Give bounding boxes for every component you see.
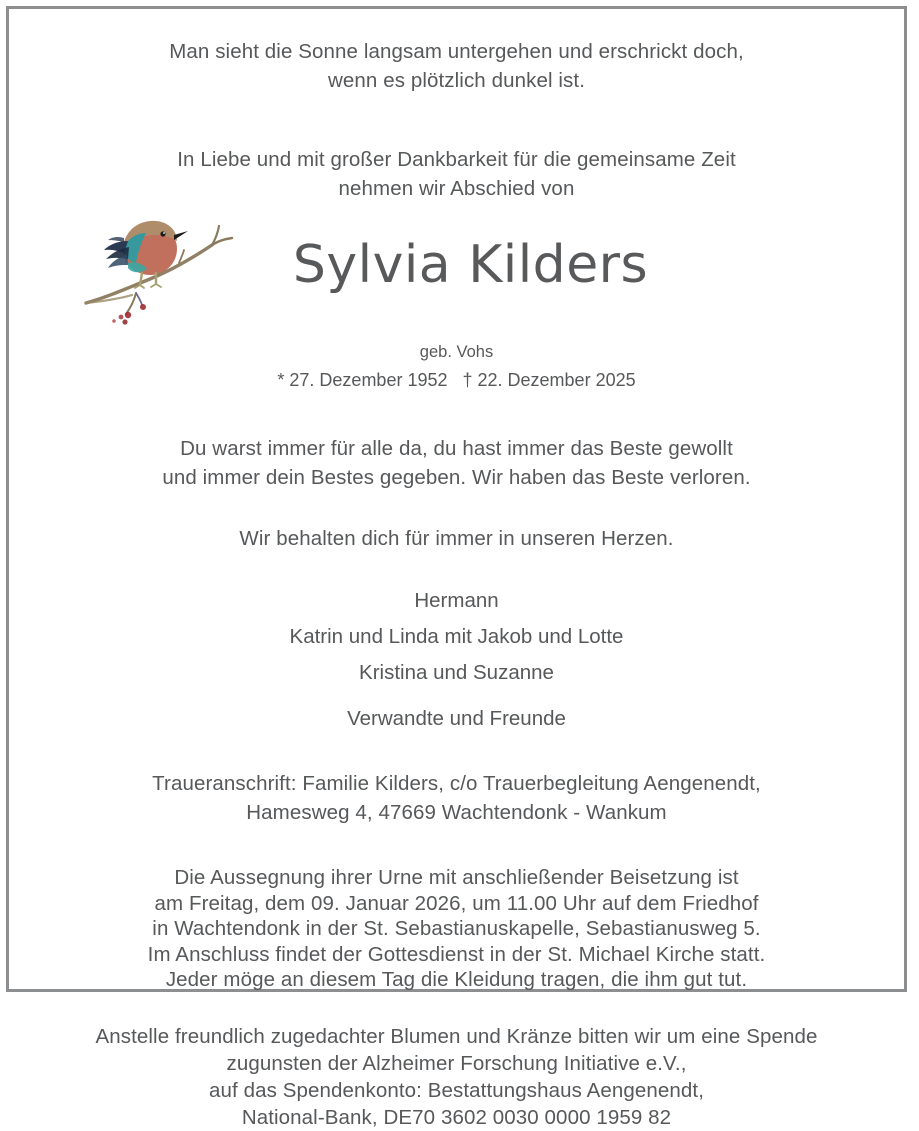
mourners-list <box>69 583 844 737</box>
mourner-name: Hermann <box>414 589 499 612</box>
service-details-line: am Freitag, dem 09. Januar 2026, um 11.00 Uhr auf dem Friedhof <box>154 891 759 915</box>
condolence-address <box>69 769 844 827</box>
deceased-name: Sylvia Kilders <box>292 235 649 295</box>
maiden-name: geb. Vohs <box>419 343 494 361</box>
condolence-address-line: Traueranschrift: Familie Kilders, c/o Trauerbegleitung Aengenendt, <box>152 772 761 795</box>
donation-bank-line: National-Bank, DE70 3602 0030 0000 1959 82 <box>241 1105 672 1129</box>
memorial-quote-line: Man sieht die Sonne langsam untergehen und erschrickt doch, <box>169 40 744 63</box>
service-details <box>69 865 844 993</box>
service-details-line: Im Anschluss findet der Gottesdienst in der St. Michael Kirche statt. <box>147 942 766 966</box>
donation-request-line: Anstelle freundlich zugedachter Blumen und Kränze bitten wir um eine Spende <box>95 1024 818 1048</box>
service-details-line: Jeder möge an diesem Tag die Kleidung tragen, die ihm gut tut. <box>165 968 748 991</box>
tribute-text <box>69 434 844 492</box>
donation-request <box>69 1023 844 1131</box>
tribute-line: und immer dein Bestes gegeben. Wir haben das Beste verloren. <box>162 466 751 489</box>
tribute-line: Du warst immer für alle da, du hast immer das Beste gewollt <box>180 437 733 460</box>
farewell-intro-line: nehmen wir Abschied von <box>338 177 575 200</box>
mourner-name: Katrin und Linda mit Jakob und Lotte <box>289 625 624 648</box>
memorial-quote <box>69 37 844 95</box>
keepsake-text <box>69 524 844 553</box>
condolence-address-line: Hamesweg 4, 47669 Wachtendonk - Wankum <box>246 801 667 824</box>
donation-request-line: auf das Spendenkonto: Bestattungshaus Aengenendt, <box>208 1078 705 1102</box>
memorial-quote-line: wenn es plötzlich dunkel ist. <box>327 69 585 92</box>
farewell-intro <box>69 145 844 203</box>
mourner-name: Verwandte und Freunde <box>347 707 566 730</box>
service-details-line: Die Aussegnung ihrer Urne mit anschließender Beisetzung ist <box>174 866 739 889</box>
life-dates: * 27. Dezember 1952 † 22. Dezember 2025 <box>277 370 636 390</box>
mourner-name: Kristina und Suzanne <box>359 661 554 684</box>
obituary-notice-content <box>9 9 904 1129</box>
bird-on-branch-icon <box>84 211 244 329</box>
donation-request-line: zugunsten der Alzheimer Forschung Initiative e.V., <box>226 1051 687 1075</box>
farewell-intro-line: In Liebe und mit großer Dankbarkeit für die gemeinsame Zeit <box>177 148 736 171</box>
obituary-notice-frame <box>6 6 907 1129</box>
name-and-illustration-area <box>69 217 844 335</box>
keepsake-line: Wir behalten dich für immer in unseren Herzen. <box>239 527 674 550</box>
service-details-line: in Wachtendonk in der St. Sebastianuskapelle, Sebastianusweg 5. <box>152 917 761 940</box>
